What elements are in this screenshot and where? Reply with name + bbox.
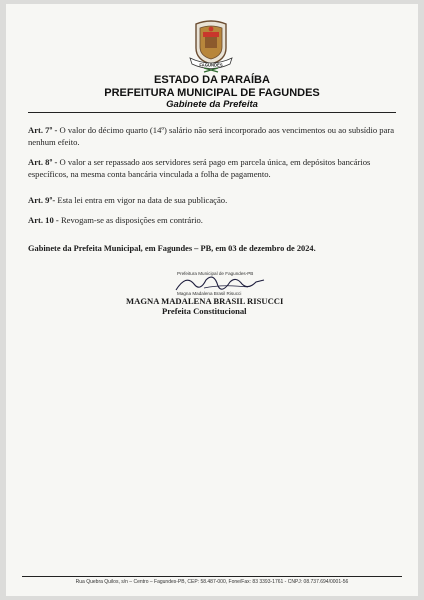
article-text: O valor a ser repassado aos servidores será pago em parcela única, em depósitos bancários específicos, na mesma conta bancária vinculada a folha de pagamento. bbox=[28, 157, 371, 179]
prefecture-heading: PREFEITURA MUNICIPAL DE FAGUNDES bbox=[104, 87, 320, 99]
article-9 bbox=[28, 194, 400, 206]
article-7 bbox=[28, 124, 400, 148]
closing-line: Gabinete da Prefeita Municipal, em Fagundes – PB, em 03 de dezembro de 2024. bbox=[28, 244, 316, 253]
stamp-line-2: Magna Madalena Brasil Risucci bbox=[177, 291, 242, 296]
article-8 bbox=[28, 156, 400, 180]
article-label: Art. 8º - bbox=[28, 157, 58, 167]
svg-text:FAGUNDES: FAGUNDES bbox=[199, 62, 223, 68]
municipal-crest-logo bbox=[188, 18, 234, 74]
article-text: Revogam-se as disposições em contrário. bbox=[58, 215, 203, 225]
article-label: Art. 10 - bbox=[28, 215, 59, 225]
footer-divider bbox=[22, 576, 402, 577]
stamp-line-1: Prefeitura Municipal de Fagundes-PB bbox=[177, 271, 254, 276]
state-heading: ESTADO DA PARAÍBA bbox=[154, 74, 270, 86]
office-subheading: Gabinete da Prefeita bbox=[166, 99, 258, 110]
article-label: Art. 9º- bbox=[28, 195, 56, 205]
article-10 bbox=[28, 214, 400, 226]
article-text: O valor do décimo quarto (14º) salário não será incorporado aos vencimentos ou ao subsídio para nenhum efeito. bbox=[28, 125, 395, 147]
signer-name: MAGNA MADALENA BRASIL RISUCCI bbox=[126, 296, 284, 306]
footer-address: Rua Quebra Quilos, s/n – Centro – Fagundes-PB, CEP: 58.487-000, Fone/Fax: 83 3393-1761 - CNPJ: 08.737.694/0001-56 bbox=[75, 579, 349, 585]
article-text: Esta lei entra em vigor na data de sua publicação. bbox=[55, 195, 228, 205]
header-divider bbox=[28, 112, 396, 113]
article-label: Art. 7º - bbox=[28, 125, 58, 135]
signer-role: Prefeita Constitucional bbox=[162, 306, 247, 316]
